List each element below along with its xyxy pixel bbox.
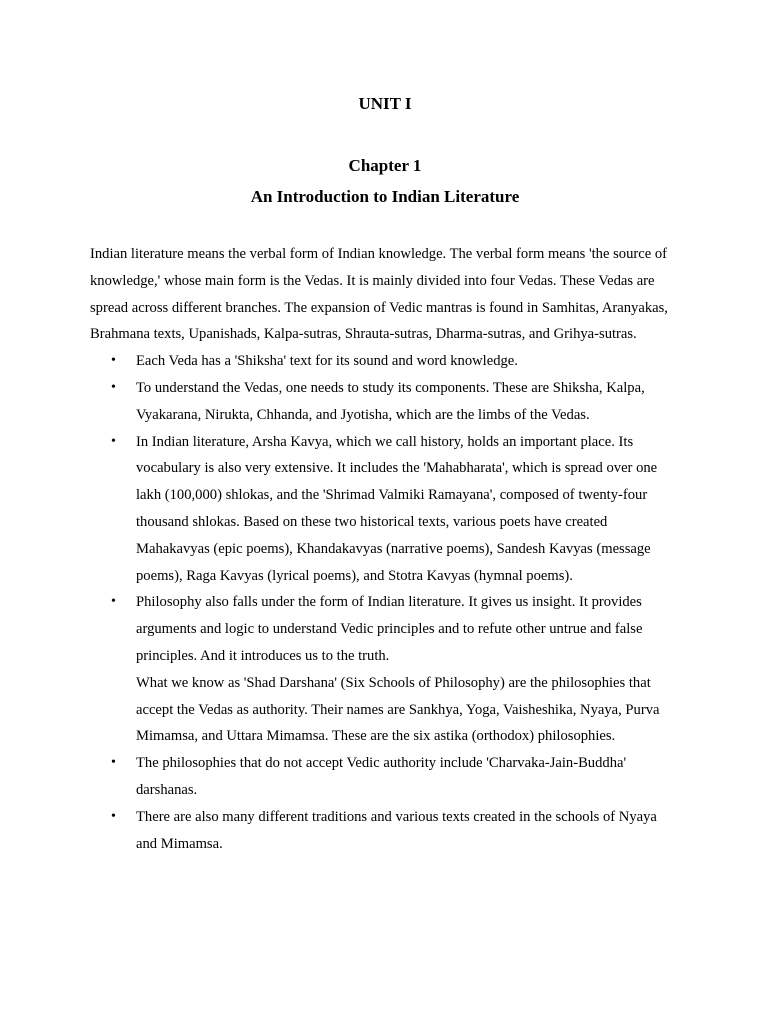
chapter-body (90, 241, 680, 857)
list-item (90, 750, 680, 804)
list-item-text: There are also many different traditions and various texts created in the schools of Nyaya and Mimamsa. (136, 808, 657, 852)
list-item (90, 348, 680, 375)
bullet-list (90, 348, 680, 857)
chapter-number: Chapter 1 (348, 156, 422, 175)
list-item-continuation: What we know as 'Shad Darshana' (Six Schools of Philosophy) are the philosophies that accept the Vedas as authority. Their names are Sankhya, Yoga, Vaisheshika, Nyaya, Purva Mimamsa, and Uttara Mimamsa. These are the six astika (orthodox) philosophies. (136, 674, 660, 745)
list-item-text: In Indian literature, Arsha Kavya, which we call history, holds an important place. Its vocabulary is also very extensive. It includes the 'Mahabharata', which is spread over one lakh (100,000) shlokas, and the 'Shrimad Valmiki Ramayana', composed of twenty-four thousand shlokas. Based on these two historical texts, various poets have created Mahakavyas (epic poems), Khandakavyas (narrative poems), Sandesh Kavyas (message poems), Raga Kavyas (lyrical poems), and Stotra Kavyas (hymnal poems). (136, 433, 658, 584)
list-item (90, 375, 680, 429)
list-item-text: The philosophies that do not accept Vedic authority include 'Charvaka-Jain-Buddha' darshanas. (136, 755, 627, 798)
bullet-icon: • (111, 353, 116, 369)
list-item (90, 589, 680, 750)
intro-paragraph: Indian literature means the verbal form of Indian knowledge. The verbal form means 'the source of knowledge,' whose main form is the Vedas. It is mainly divided into four Vedas. These Vedas are spread across different branches. The expansion of Vedic mantras is found in Samhitas, Aranyakas, Brahmana texts, Upanishads, Kalpa-sutras, Shrauta-sutras, Dharma-sutras, and Grihya-sutras. (90, 246, 668, 343)
bullet-icon: • (111, 379, 116, 395)
list-item (90, 804, 680, 858)
bullet-icon: • (111, 433, 116, 449)
list-item-text: Each Veda has a 'Shiksha' text for its sound and word knowledge. (136, 353, 518, 370)
chapter-title: An Introduction to Indian Literature (250, 187, 520, 206)
list-item-text: Philosophy also falls under the form of Indian literature. It gives us insight. It provides arguments and logic to understand Vedic principles and to refute other untrue and false principles. And it introduces us to the truth. (136, 594, 643, 664)
list-item-text: To understand the Vedas, one needs to study its components. These are Shiksha, Kalpa, Vyakarana, Nirukta, Chhanda, and Jyotisha, which are the limbs of the Vedas. (136, 379, 645, 423)
bullet-icon: • (111, 755, 116, 771)
bullet-icon: • (111, 808, 116, 824)
unit-heading: UNIT I (358, 94, 412, 113)
list-item (90, 429, 680, 590)
bullet-icon: • (111, 594, 116, 610)
